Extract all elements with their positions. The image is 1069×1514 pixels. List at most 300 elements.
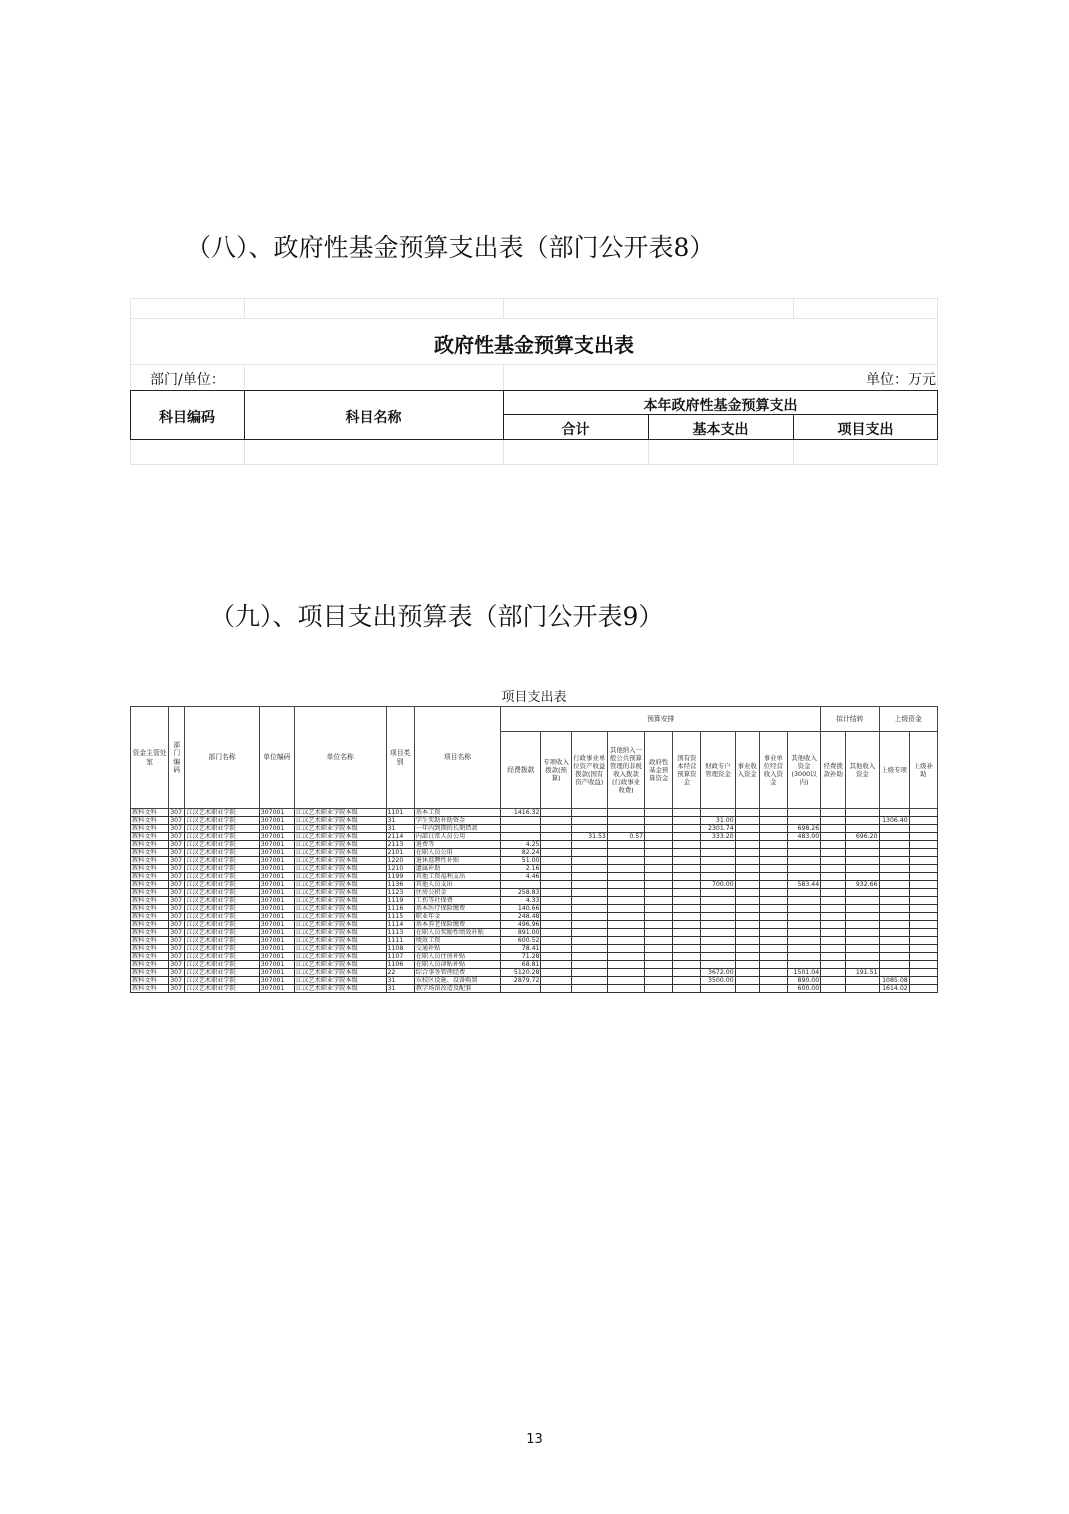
table-cell: [571, 953, 607, 961]
table-cell: 1210: [386, 865, 414, 873]
table-cell: [821, 977, 846, 985]
table-cell: [759, 937, 787, 945]
table-cell: [846, 857, 879, 865]
table-cell: 307001: [259, 905, 294, 913]
table-cell: [909, 849, 937, 857]
table-cell: [735, 897, 759, 905]
table-row: [131, 833, 938, 841]
hdr-14: 事业收入资金: [735, 732, 759, 809]
table-cell: 住房公积金: [414, 889, 501, 897]
table-cell: 教科文科: [131, 873, 169, 881]
table-cell: [879, 889, 909, 897]
table-cell: [759, 929, 787, 937]
table-cell: [787, 921, 820, 929]
table-cell: [673, 921, 701, 929]
table-cell: [787, 953, 820, 961]
table-cell: [909, 817, 937, 825]
table-cell: [759, 809, 787, 817]
table-cell: [571, 873, 607, 881]
table-cell: [846, 897, 879, 905]
table-cell: [879, 921, 909, 929]
table-cell: 1199: [386, 873, 414, 881]
table-cell: [673, 937, 701, 945]
table-cell: 教科文科: [131, 929, 169, 937]
table-cell: 江汉艺术职业学院本级: [294, 937, 386, 945]
table-cell: [541, 873, 571, 881]
table-cell: 333.20: [701, 833, 735, 841]
table-cell: [909, 865, 937, 873]
table-cell: [673, 969, 701, 977]
table-cell: 307: [169, 809, 185, 817]
table-cell: [607, 825, 644, 833]
table-cell: 31.00: [701, 817, 735, 825]
table-cell: 307: [169, 977, 185, 985]
table-cell: [541, 937, 571, 945]
table-cell: [541, 905, 571, 913]
table-cell: [673, 857, 701, 865]
table-cell: [846, 865, 879, 873]
table-cell: [645, 841, 673, 849]
table-cell: [541, 849, 571, 857]
table-cell: 江汉艺术职业学院: [185, 865, 259, 873]
table-cell: 31: [386, 977, 414, 985]
gov-fund-expenditure-table: [130, 298, 938, 465]
table-cell: [821, 921, 846, 929]
table-cell: [607, 817, 644, 825]
table-row: [131, 913, 938, 921]
col-subject-name: 科目名称: [345, 410, 402, 426]
table-cell: 307001: [259, 889, 294, 897]
table-cell: [645, 913, 673, 921]
table-cell: [759, 953, 787, 961]
table-cell: 307: [169, 969, 185, 977]
table-cell: [645, 969, 673, 977]
table-row: [131, 873, 938, 881]
table-cell: [645, 881, 673, 889]
hdr-3: 单位编码: [259, 707, 294, 809]
table-cell: [541, 913, 571, 921]
table-cell: 2.16: [501, 865, 541, 873]
table-cell: [645, 905, 673, 913]
table-cell: [607, 961, 644, 969]
table-cell: 1306.40: [879, 817, 909, 825]
table-cell: 江汉艺术职业学院本级: [294, 881, 386, 889]
table-cell: [673, 809, 701, 817]
table-cell: [645, 929, 673, 937]
table-cell: [846, 889, 879, 897]
table-cell: 1119: [386, 897, 414, 905]
table-cell: [879, 825, 909, 833]
dept-label: 部门/单位：: [150, 372, 225, 388]
table-cell: [571, 897, 607, 905]
table-cell: [787, 961, 820, 969]
table-cell: [607, 809, 644, 817]
table-cell: [673, 905, 701, 913]
table-cell: [571, 825, 607, 833]
table-cell: [571, 929, 607, 937]
table-cell: [735, 969, 759, 977]
table-cell: [571, 849, 607, 857]
table-cell: 307001: [259, 817, 294, 825]
table-cell: 退费等: [414, 841, 501, 849]
table-cell: [821, 969, 846, 977]
table-cell: [909, 833, 937, 841]
table-cell: 江汉艺术职业学院: [185, 977, 259, 985]
table-cell: [821, 873, 846, 881]
table-cell: 4.46: [501, 873, 541, 881]
section9-title: （九）、项目支出预算表（部门公开表9）: [210, 602, 664, 631]
table-cell: 307001: [259, 841, 294, 849]
table-cell: [673, 929, 701, 937]
table-cell: 江汉艺术职业学院本级: [294, 833, 386, 841]
table-cell: [607, 977, 644, 985]
table-cell: 江汉艺术职业学院: [185, 817, 259, 825]
table-cell: [645, 825, 673, 833]
table-cell: 307001: [259, 849, 294, 857]
table-cell: [607, 969, 644, 977]
hdr-1: 部门编码: [169, 707, 185, 809]
table-cell: 江汉艺术职业学院: [185, 841, 259, 849]
table-cell: [909, 937, 937, 945]
table-cell: [673, 945, 701, 953]
table-cell: [607, 905, 644, 913]
table-cell: [607, 929, 644, 937]
table-cell: 583.44: [787, 881, 820, 889]
table-cell: [607, 881, 644, 889]
table-cell: [821, 841, 846, 849]
table-cell: [787, 889, 820, 897]
table-cell: [909, 913, 937, 921]
table-cell: 基本医疗保险缴费: [414, 905, 501, 913]
table-cell: [701, 921, 735, 929]
table-cell: 教科文科: [131, 857, 169, 865]
table-cell: [735, 921, 759, 929]
table-cell: [821, 961, 846, 969]
table-cell: [846, 937, 879, 945]
table-cell: 600.52: [501, 937, 541, 945]
table-cell: [879, 897, 909, 905]
table-cell: [541, 889, 571, 897]
table-row: [131, 953, 938, 961]
table-cell: 2101: [386, 849, 414, 857]
table-cell: 483.00: [787, 833, 820, 841]
table-cell: 3500.00: [701, 977, 735, 985]
table-cell: 1085.08: [879, 977, 909, 985]
table-cell: [673, 897, 701, 905]
table-cell: 258.83: [501, 889, 541, 897]
table-cell: 0.57: [607, 833, 644, 841]
table-cell: 江汉艺术职业学院本级: [294, 905, 386, 913]
table-cell: 教科文科: [131, 897, 169, 905]
table-cell: 江汉艺术职业学院本级: [294, 849, 386, 857]
table-cell: [645, 985, 673, 993]
table-cell: [701, 929, 735, 937]
table-cell: 江汉艺术职业学院: [185, 945, 259, 953]
table-cell: 教科文科: [131, 825, 169, 833]
table-cell: [501, 881, 541, 889]
table-cell: [846, 825, 879, 833]
table-cell: [571, 969, 607, 977]
table-cell: [909, 929, 937, 937]
table-cell: [673, 873, 701, 881]
table-cell: 2301.74: [701, 825, 735, 833]
table-cell: 江汉艺术职业学院: [185, 937, 259, 945]
table-cell: [541, 865, 571, 873]
table-cell: 1501.04: [787, 969, 820, 977]
table-cell: 307: [169, 905, 185, 913]
table-cell: 教科文科: [131, 961, 169, 969]
table-cell: [645, 849, 673, 857]
table-cell: 其他工资福利支出: [414, 873, 501, 881]
unit-label: 单位：万元: [866, 372, 936, 388]
table-cell: [735, 833, 759, 841]
hdr-18: 其他收入资金: [846, 732, 879, 809]
table-cell: 江汉艺术职业学院: [185, 929, 259, 937]
table-cell: [759, 913, 787, 921]
table-cell: [759, 849, 787, 857]
table-cell: 307: [169, 937, 185, 945]
table-cell: [673, 841, 701, 849]
table-cell: 307001: [259, 881, 294, 889]
table-cell: [571, 881, 607, 889]
table-cell: 江汉艺术职业学院: [185, 961, 259, 969]
table-cell: [735, 857, 759, 865]
table-cell: [846, 977, 879, 985]
table-cell: 2114: [386, 833, 414, 841]
project-expenditure-table-wrap: [130, 684, 938, 1060]
table-cell: 307001: [259, 953, 294, 961]
table-cell: [787, 905, 820, 913]
table-cell: [787, 937, 820, 945]
table-cell: [879, 929, 909, 937]
table-cell: [759, 977, 787, 985]
table-cell: [759, 857, 787, 865]
table-cell: [787, 865, 820, 873]
table-cell: [645, 809, 673, 817]
hdr-5: 项目类别: [386, 707, 414, 809]
table-cell: [673, 985, 701, 993]
table-cell: [571, 937, 607, 945]
table-cell: 307001: [259, 977, 294, 985]
table-cell: [821, 937, 846, 945]
table-cell: [787, 945, 820, 953]
table-cell: 31: [386, 985, 414, 993]
table-cell: [541, 825, 571, 833]
table-cell: [821, 833, 846, 841]
table-cell: [735, 953, 759, 961]
table-cell: [879, 905, 909, 913]
table-cell: 307: [169, 849, 185, 857]
table-row: [131, 929, 938, 937]
table-cell: 江汉艺术职业学院本级: [294, 841, 386, 849]
table-cell: 1136: [386, 881, 414, 889]
table-cell: [701, 849, 735, 857]
hdr-8: 专项收入拨款(预算): [541, 732, 571, 809]
table-cell: [645, 889, 673, 897]
table-cell: 307001: [259, 809, 294, 817]
table-cell: 教科文科: [131, 913, 169, 921]
table-cell: 工伤等社保费: [414, 897, 501, 905]
table-cell: [821, 825, 846, 833]
table-cell: 1114: [386, 921, 414, 929]
table-cell: [909, 841, 937, 849]
hdr-19: 上级专项: [879, 732, 909, 809]
table-cell: 江汉艺术职业学院本级: [294, 977, 386, 985]
table-cell: [541, 809, 571, 817]
table-cell: [735, 945, 759, 953]
table-cell: 遗属补助: [414, 865, 501, 873]
table-cell: [673, 881, 701, 889]
table-cell: 江汉艺术职业学院: [185, 849, 259, 857]
table-cell: [673, 977, 701, 985]
table-cell: 东校区设施、设备购置: [414, 977, 501, 985]
table-cell: [645, 817, 673, 825]
table-cell: [846, 921, 879, 929]
table-cell: [607, 985, 644, 993]
table-cell: 江汉艺术职业学院本级: [294, 865, 386, 873]
table-row: [131, 937, 938, 945]
table-cell: 307: [169, 857, 185, 865]
table-cell: 交通补贴: [414, 945, 501, 953]
project-table-body: [131, 809, 938, 993]
table-cell: [501, 985, 541, 993]
table-cell: 496.96: [501, 921, 541, 929]
table-cell: 江汉艺术职业学院本级: [294, 985, 386, 993]
table-cell: 307: [169, 945, 185, 953]
table-cell: [701, 809, 735, 817]
table-row: [131, 881, 938, 889]
table-cell: [821, 913, 846, 921]
table-cell: [821, 985, 846, 993]
table-cell: [879, 873, 909, 881]
table-cell: [879, 865, 909, 873]
table-cell: [909, 809, 937, 817]
table-cell: [759, 889, 787, 897]
table-cell: 江汉艺术职业学院: [185, 921, 259, 929]
table-cell: 江汉艺术职业学院本级: [294, 945, 386, 953]
table-cell: [541, 977, 571, 985]
table-cell: 江汉艺术职业学院: [185, 809, 259, 817]
table-cell: [821, 897, 846, 905]
table-cell: [759, 825, 787, 833]
table-cell: 江汉艺术职业学院: [185, 889, 259, 897]
table-row: [131, 849, 938, 857]
col-basic: 基本支出: [692, 422, 749, 438]
table-cell: [541, 985, 571, 993]
table-cell: [701, 841, 735, 849]
table-cell: 在职人员奖励性绩效补贴: [414, 929, 501, 937]
table-cell: [673, 961, 701, 969]
table-cell: [701, 937, 735, 945]
table-cell: [645, 961, 673, 969]
table-cell: [735, 817, 759, 825]
table-cell: 4.25: [501, 841, 541, 849]
table-cell: 307001: [259, 921, 294, 929]
table-cell: [701, 985, 735, 993]
table-cell: 教科文科: [131, 889, 169, 897]
table-cell: 307001: [259, 825, 294, 833]
table-cell: [673, 865, 701, 873]
table-cell: 307001: [259, 897, 294, 905]
table-cell: 307001: [259, 985, 294, 993]
table-cell: 307001: [259, 873, 294, 881]
table-cell: [759, 817, 787, 825]
table-cell: 1111: [386, 937, 414, 945]
table-cell: 江汉艺术职业学院本级: [294, 889, 386, 897]
table-cell: [541, 929, 571, 937]
table-cell: [879, 953, 909, 961]
table-cell: [879, 833, 909, 841]
table-cell: [821, 929, 846, 937]
table-cell: [846, 945, 879, 953]
table-cell: [541, 969, 571, 977]
table-cell: 江汉艺术职业学院: [185, 953, 259, 961]
table-cell: 教科文科: [131, 905, 169, 913]
table-cell: 1123: [386, 889, 414, 897]
table-cell: [701, 865, 735, 873]
table-row: [131, 841, 938, 849]
hdr-11: 政府性基金预算资金: [645, 732, 673, 809]
table-cell: [846, 953, 879, 961]
table-cell: [735, 977, 759, 985]
table-cell: 3672.00: [701, 969, 735, 977]
table-cell: 一年内到期的长期借款: [414, 825, 501, 833]
table-cell: [735, 825, 759, 833]
table-cell: 教科文科: [131, 945, 169, 953]
table-cell: [701, 857, 735, 865]
table-cell: 江汉艺术职业学院: [185, 969, 259, 977]
table-row: [131, 865, 938, 873]
table-cell: [735, 937, 759, 945]
table-cell: [821, 865, 846, 873]
hdr-group-upper: 上级资金: [879, 707, 937, 732]
table-cell: [607, 889, 644, 897]
table-cell: [645, 945, 673, 953]
table-cell: [846, 961, 879, 969]
table-cell: 江汉艺术职业学院本级: [294, 961, 386, 969]
table-cell: [541, 953, 571, 961]
table-cell: [701, 953, 735, 961]
table-cell: [821, 881, 846, 889]
table-cell: [701, 961, 735, 969]
table-cell: [787, 913, 820, 921]
table-cell: [735, 841, 759, 849]
table-cell: 教科文科: [131, 985, 169, 993]
table-cell: [607, 913, 644, 921]
table-cell: [846, 809, 879, 817]
table-cell: [879, 969, 909, 977]
table-cell: [735, 809, 759, 817]
table8-caption: 政府性基金预算支出表: [434, 333, 634, 357]
table-cell: 307001: [259, 833, 294, 841]
table-cell: [846, 841, 879, 849]
table-cell: [735, 905, 759, 913]
table-cell: 在职人员住房补贴: [414, 953, 501, 961]
table-cell: 教科文科: [131, 953, 169, 961]
table-cell: [607, 849, 644, 857]
table-cell: 1108: [386, 945, 414, 953]
table-cell: 1116: [386, 905, 414, 913]
table-cell: [759, 969, 787, 977]
table-cell: [645, 873, 673, 881]
table-cell: 江汉艺术职业学院: [185, 833, 259, 841]
table-cell: [821, 953, 846, 961]
table-cell: [879, 857, 909, 865]
table-cell: [607, 953, 644, 961]
table-cell: [701, 889, 735, 897]
table-cell: [909, 961, 937, 969]
table-cell: [645, 897, 673, 905]
